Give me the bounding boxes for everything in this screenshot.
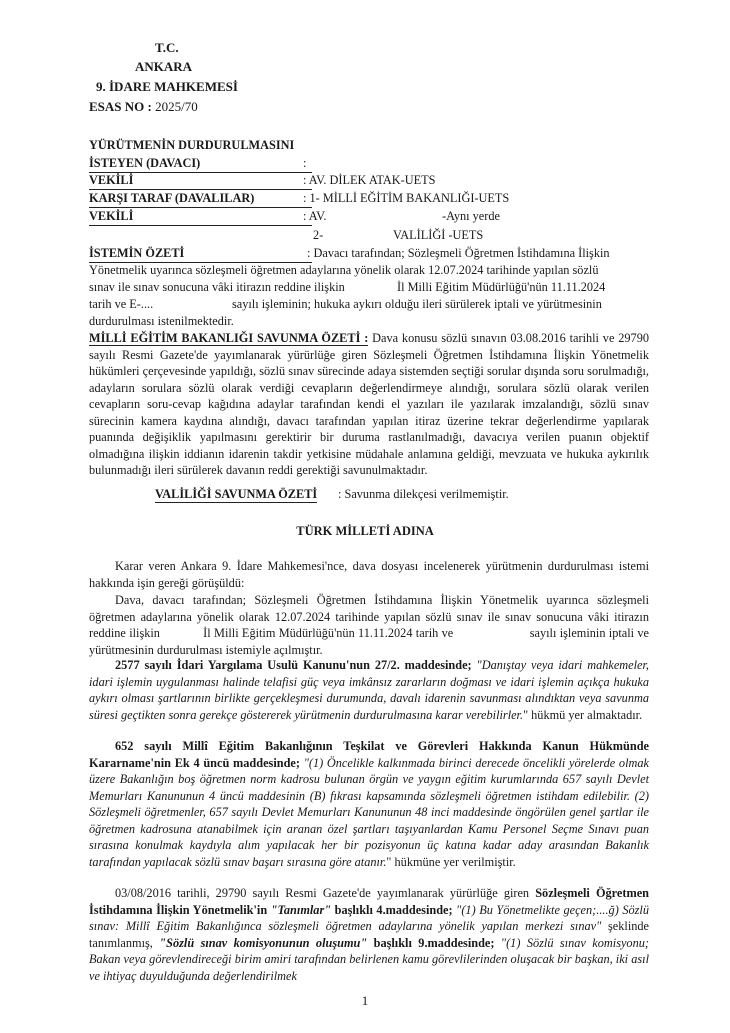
decision-title: TÜRK MİLLETİ ADINA xyxy=(296,524,434,538)
defendant-label: KARŞI TARAF (DAVALILAR) xyxy=(89,191,255,205)
ministry-defense-label: MİLLİ EĞİTİM BAKANLIĞI SAVUNMA ÖZETİ : xyxy=(89,331,369,345)
row-divider xyxy=(89,189,312,190)
body-paragraph-4: 652 sayılı Millî Eğitim Bakanlığının Teşkilat ve Görevleri Hakkında Kanun Hükmünde Kararname'nin Ek 4 üncü maddesinde; "(1) Öncelikle kalkınmada birinci derecede öncelikli yörelerde olmak üzere Bakanlığın boş öğretmen norm kadrosu bulunan örgün ve yaygın eğitim kurumlarında 657 sayılı Devlet Memurları Kanununun 4 üncü maddesinin (B) fıkrası kapsamında sözleşmeli öğretmen istihdam edilebilir. (2) Sözleşmeli öğretmenler, 657 sayılı Devlet Memurları Kanununun 48 inci maddesinde öngörülen genel şartlar ile öğretmen kadrosuna atanabilmek için aranan özel şartları taşıyanlardan Kamu Personel Seçme Sınavı puan sırasına konulmak kaydıyla alım yapılacak her bir pozisyonun üç katına kadar aday arasından Bakanlık tarafından yapılacak sözlü sınav başarı sırasına göre atanır." hükmüne yer verilmiştir. xyxy=(89,739,649,869)
claim-summary-line1: : Davacı tarafından; Sözleşmeli Öğretmen İstihdamına İlişkin xyxy=(307,246,610,260)
claim-summary-line4b: sayılı işleminin; hukuka aykırı olduğu ileri sürülerek iptali ve yürütmesinin xyxy=(232,297,602,311)
body-paragraph-5: 03/08/2016 tarihli, 29790 sayılı Resmi Gazete'de yayımlanarak yürürlüğe giren Sözleşmeli Öğretmen İstihdamına İlişkin Yönetmelik'in "Tanımlar" başlıklı 4.maddesinde; "(1) Bu Yönetmelikte geçen;....ğ) Sözlü sınav: Millî Eğitim Bakanlığınca sözleşmeli öğretmen adaylarına yönelik yapılan merkezi sınav" şeklinde tanımlanmış, "Sözlü sınav komisyonunun oluşumu" başlıklı 9.maddesinde; "(1) Sözlü sınav komisyonu; Bakan veya görevlendireceği birim amiri tarafından belirlenen kamu görevlilerinden oluşacak bir başkan, iki asıl ve ihtiyaç duyulduğunda değerlendirilmek xyxy=(89,886,649,983)
header-tc: T.C. xyxy=(155,40,179,55)
body-paragraph-2: Dava, davacı tarafından; Sözleşmeli Öğretmen İstihdamına İlişkin Yönetmelik uyarınca sözleşmeli öğretmen adaylarına yönelik olarak 12.07.2024 tarihinde yapılan sözlü sınav ile sınav sonucuna vâki itirazın reddine ilişkin İl Milli Eğitim Müdürlüğü'nün 11.11.2024 tarih ve sayılı işleminin iptali ve yürütmesinin durdurulması istemiyle açılmıştır. xyxy=(89,593,649,657)
party-applicant-label-1: YÜRÜTMENİN DURDURULMASINI xyxy=(89,138,295,152)
ministry-defense-text: Dava konusu sözlü sınavın 03.08.2016 tarihli ve 29790 sayılı Resmi Gazete'de yayımlanarak yürürlüğe giren Sözleşmeli Öğretmen İstihdamına İlişkin Yönetmelik hükümleri çerçevesinde yapıldığı, sözlü sınav sürecinde adaya sistemden seçtiği sorular dışında soru sorulmadığı, adayların sorulara sözlü olarak verdiği cevapların değerlendirmeye alındığı, sorulara sözlü olarak verilen cevapların soru-cevap kağıdına adaylar tarafından kendi el yazıları ile yazılarak imzalandığı, sözlü sınav sürecinin kamera kaydına alındığı, davacı tarafından yapılan itiraz üzerine tekrar değerlendirme yapılarak puanında değişiklik yapılmasını gerektirir bir duruma rastlanılmadığı, davacıya verilen puanın objektif olmadığına ilişkin iddianın idarenin takdir yetkisine müdahale anlamına geldiği, mevzuata ve hukuka aykırılık bulunmadığı ileri sürülerek davanın reddi gerektiği savunulmaktadır. xyxy=(89,331,649,477)
governorship-defense-label: VALİLİĞİ SAVUNMA ÖZETİ xyxy=(155,487,318,501)
defendant-2-number: 2- xyxy=(313,228,324,242)
defendant-attorney-value: : AV. xyxy=(303,209,327,223)
defendant-attorney-label: VEKİLİ xyxy=(89,209,134,223)
header-city: ANKARA xyxy=(135,59,193,74)
claim-summary-line3a: sınav ile sınav sonucuna vâki itirazın reddine ilişkin xyxy=(89,280,345,294)
row-divider xyxy=(89,207,312,208)
body-paragraph-1: Karar veren Ankara 9. İdare Mahkemesi'nce, dava dosyası incelenerek yürütmenin durdurulması istemi hakkında işin gereği görüşüldü: xyxy=(89,559,649,590)
claim-summary-line5: durdurulması istenilmektedir. xyxy=(89,314,234,328)
row-divider xyxy=(89,225,312,226)
defendant-attorney-location: -Aynı yerde xyxy=(442,209,500,223)
case-number-label: ESAS NO : xyxy=(89,99,152,114)
plaintiff-attorney-label: VEKİLİ xyxy=(89,173,134,187)
claim-summary-line4a: tarih ve E-.... xyxy=(89,297,154,311)
defendant-2-value: VALİLİĞİ -UETS xyxy=(393,228,484,242)
plaintiff-attorney-value: : AV. DİLEK ATAK-UETS xyxy=(303,173,436,187)
case-number-value: 2025/70 xyxy=(155,99,198,114)
header-court: 9. İDARE MAHKEMESİ xyxy=(96,79,238,94)
page-number: 1 xyxy=(361,993,369,1008)
ministry-defense-summary xyxy=(89,330,649,479)
claim-summary-label: İSTEMİN ÖZETİ xyxy=(89,246,185,260)
claim-summary-line2: Yönetmelik uyarınca sözleşmeli öğretmen adaylarına yönelik olarak 12.07.2024 tarihinde yapılan sözlü xyxy=(89,263,599,277)
body-paragraph-3: 2577 sayılı İdari Yargılama Usulü Kanunu'nun 27/2. maddesinde; "Danıştay veya idari mahkemeler, idari işlemin uygulanması halinde telafisi güç veya imkânsız zararların doğması ve idari işlemin açıkça hukuka aykırı olması şartlarının birlikte gerçekleşmesi durumunda, davalı idarenin savunması alındıktan veya savunma süresi geçtikten sonra gerekçe göstererek yürütmenin durdurulmasına karar verebilirler." hükmü yer almaktadır. xyxy=(89,658,649,722)
party-applicant-label-2: İSTEYEN (DAVACI) xyxy=(89,156,201,170)
claim-summary-line3b: İl Milli Eğitim Müdürlüğü'nün 11.11.2024 xyxy=(397,280,606,294)
defendant-value: : 1- MİLLİ EĞİTİM BAKANLIĞI-UETS xyxy=(303,191,510,205)
case-number xyxy=(89,99,198,115)
governorship-defense-text: : Savunma dilekçesi verilmemiştir. xyxy=(338,487,509,501)
party-applicant-sep: : xyxy=(303,156,307,170)
